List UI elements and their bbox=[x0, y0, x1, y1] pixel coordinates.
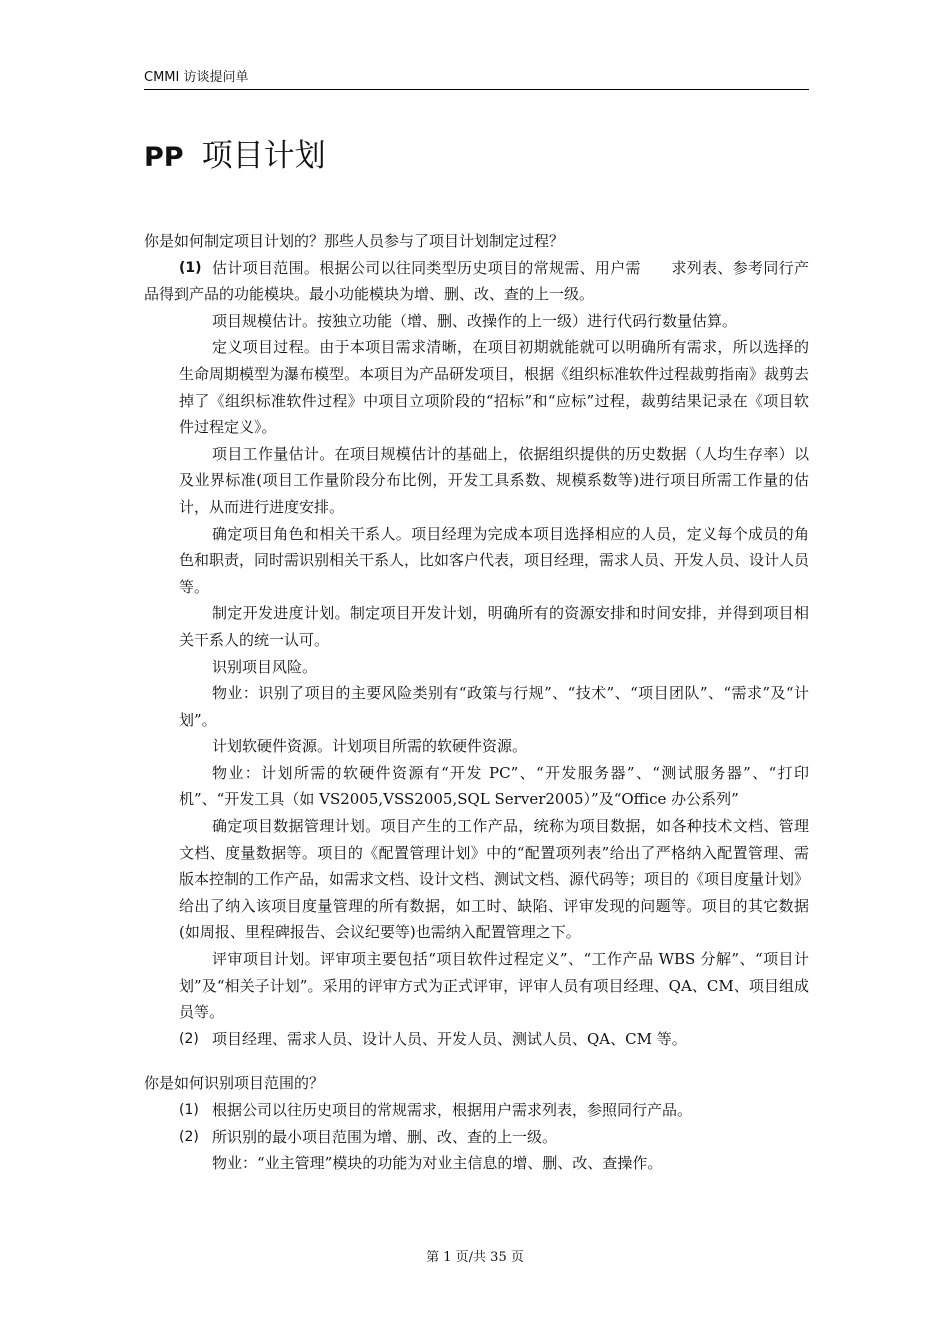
item-number: (2) bbox=[179, 1030, 199, 1047]
answer-1-item-2 bbox=[179, 1026, 809, 1053]
page-number: 第 1 页/共 35 页 bbox=[426, 1250, 524, 1265]
section-title bbox=[144, 132, 326, 182]
answer-1-paragraph: 物业：识别了项目的主要风险类别有“政策与行规”、“技术”、“项目团队”、“需求”及“计划”。 bbox=[179, 684, 809, 729]
answer-2-item-1 bbox=[179, 1097, 809, 1124]
answer-1-paragraph: 计划软硬件资源。计划项目所需的软硬件资源。 bbox=[212, 737, 528, 756]
question-1: 你是如何制定项目计划的？那些人员参与了项目计划制定过程？ bbox=[144, 232, 565, 250]
title-text: 项目计划 bbox=[201, 138, 326, 174]
item-number: (1) bbox=[179, 259, 202, 276]
title-code: PP bbox=[144, 142, 184, 173]
item-text: 估计项目范围。根据公司以往同类型历史项目的常规需、用户需 求列表、参考同行产品得到产品的功能模块。最小功能模块为增、删、改、查的上一级。 bbox=[144, 258, 809, 304]
item-text: 所识别的最小项目范围为增、删、改、查的上一级。 bbox=[212, 1127, 558, 1146]
question-2: 你是如何识别项目范围的？ bbox=[144, 1074, 325, 1093]
answer-1-paragraph: 评审项目计划。评审项主要包括“项目软件过程定义”、“工作产品 WBS 分解”、“项目计划”及“相关子计划”。采用的评审方式为正式评审，评审人员有项目经理、QA、CM、项目组成员等。 bbox=[179, 950, 809, 1022]
document-body bbox=[144, 228, 809, 1177]
answer-1-paragraph: 项目规模估计。按独立功能（增、删、改操作的上一级）进行代码行数量估算。 bbox=[212, 311, 738, 330]
answer-1-paragraph: 识别项目风险。 bbox=[212, 657, 318, 676]
answer-2-paragraph: 物业：“业主管理”模块的功能为对业主信息的增、删、改、查操作。 bbox=[212, 1154, 663, 1173]
answer-1-paragraph: 制定开发进度计划。制定项目开发计划，明确所有的资源安排和时间安排，并得到项目相关干系人的统一认可。 bbox=[179, 604, 809, 649]
answer-1-paragraph: 确定项目数据管理计划。项目产生的工作产品，统称为项目数据，如各种技术文档、管理文档、度量数据等。项目的《配置管理计划》中的“配置项列表”给出了严格纳入配置管理、需版本控制的工作产品，如需求文档、设计文档、测试文档、源代码等；项目的《项目度量计划》给出了纳入该项目度量管理的所有数据，如工时、缺陷、评审发现的问题等。项目的其它数据(如周报、里程碑报告、会议纪要等)也需纳入配置管理之下。 bbox=[179, 817, 810, 942]
header-text: CMMI 访谈提问单 bbox=[144, 70, 249, 85]
item-number: (2) bbox=[179, 1128, 199, 1145]
answer-1-paragraph: 项目工作量估计。在项目规模估计的基础上，依据组织提供的历史数据（人均生存率）以及业界标准(项目工作量阶段分布比例，开发工具系数、规模系数等)进行项目所需工作量的估计，从而进行进度安排。 bbox=[179, 444, 809, 516]
answer-2-item-2 bbox=[179, 1124, 809, 1151]
answer-1-paragraph: 物业：计划所需的软硬件资源有“开发 PC”、“开发服务器”、“测试服务器”、“打印机”、“开发工具（如 VS2005,VSS2005,SQL Server2005）”及“Office 办公系列” bbox=[179, 763, 809, 809]
item-text: 项目经理、需求人员、设计人员、开发人员、测试人员、QA、CM 等。 bbox=[212, 1029, 687, 1048]
page-header bbox=[144, 68, 809, 90]
item-number: (1) bbox=[179, 1102, 199, 1118]
answer-1-item-1 bbox=[144, 255, 809, 308]
page-footer bbox=[0, 1248, 950, 1268]
answer-1-paragraph: 定义项目过程。由于本项目需求清晰，在项目初期就能就可以明确所有需求，所以选择的生命周期模型为瀑布模型。本项目为产品研发项目，根据《组织标准软件过程裁剪指南》裁剪去掉了《组织标准软件过程》中项目立项阶段的“招标”和“应标”过程，裁剪结果记录在《项目软件过程定义》。 bbox=[179, 338, 810, 437]
answer-1-paragraph: 确定项目角色和相关干系人。项目经理为完成本项目选择相应的人员，定义每个成员的角色和职责，同时需识别相关干系人，比如客户代表，项目经理，需求人员、开发人员、设计人员等。 bbox=[179, 524, 810, 596]
item-text: 根据公司以往历史项目的常规需求，根据用户需求列表，参照同行产品。 bbox=[212, 1101, 693, 1119]
